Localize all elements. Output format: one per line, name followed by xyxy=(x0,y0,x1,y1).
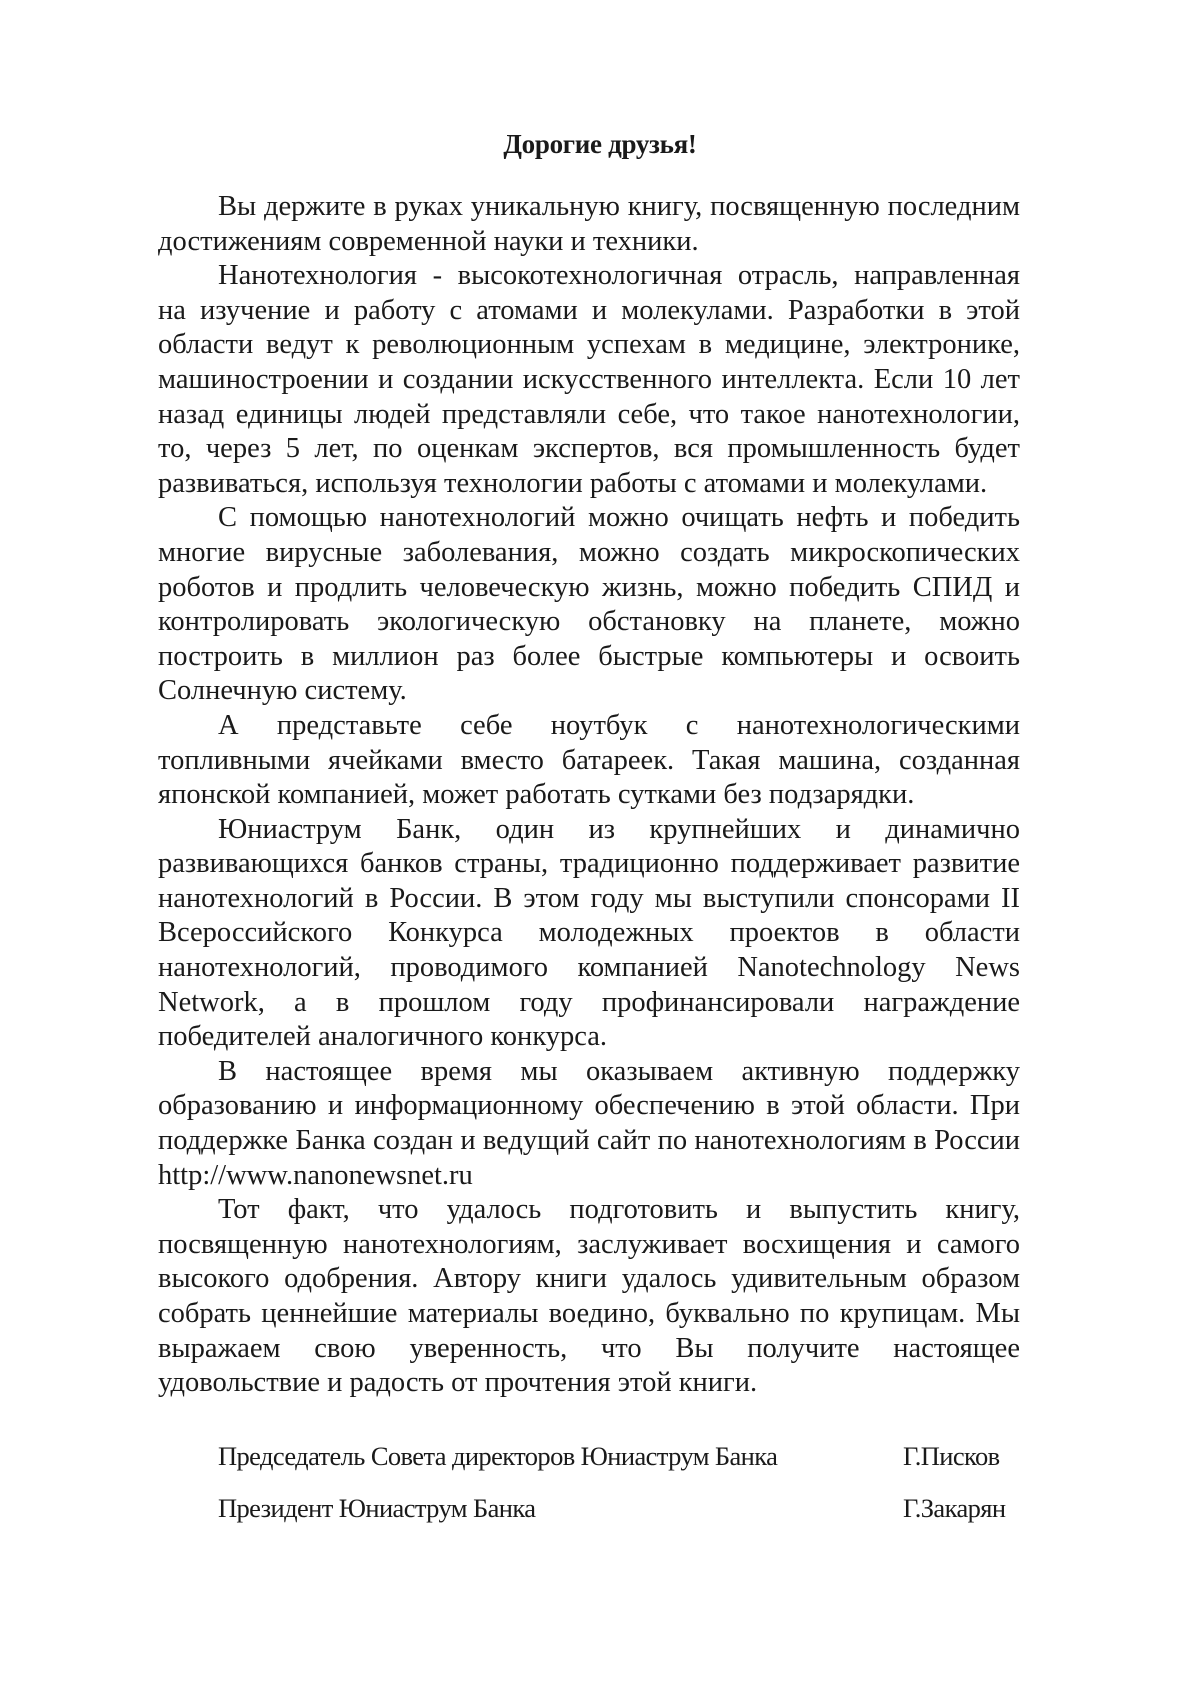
signature-name: Г.Писков xyxy=(903,1441,1000,1471)
letter-greeting: Дорогие друзья! xyxy=(503,129,697,159)
paragraph-possibilities: С помощью нанотехнологий можно очищать нефть и победить многие вирусные заболевания, можно создать микроскопических роботов и продлить человеческую жизнь, можно победить СПИД и контролировать экологическую обстановку на планете, можно построить в миллион раз более быстрые компьютеры и освоить Солнечную систему. xyxy=(158,502,1020,707)
letter-body xyxy=(158,190,1020,1401)
signature-row xyxy=(218,1440,1022,1492)
paragraph-intro: Вы держите в руках уникальную книгу, посвященную последним достижениям современной науки и техники. xyxy=(158,191,1020,257)
paragraph-laptop: А представьте себе ноутбук с нанотехнологическими топливными ячейками вместо батареек. Такая машина, созданная японской компанией, может работать сутками без подзарядки. xyxy=(158,709,1020,811)
paragraph-education: В настоящее время мы оказываем активную поддержку образованию и информационному обеспечению в этой области. При поддержке Банка создан и ведущий сайт по нанотехнологиям в России http://www.nanonewsnet.ru xyxy=(158,1055,1020,1191)
signature-name: Г.Закарян xyxy=(903,1493,1006,1523)
paragraph-conclusion: Тот факт, что удалось подготовить и выпустить книгу, посвященную нанотехнологиям, заслуживает восхищения и самого высокого одобрения. Автору книги удалось удивительным образом собрать ценнейшие материалы воедино, буквально по крупицам. Мы выражаем свою уверенность, что Вы получите настоящее удовольствие и радость от прочтения этой книги. xyxy=(158,1194,1020,1399)
signature-block xyxy=(218,1440,1022,1544)
signature-title: Председатель Совета директоров Юниаструм Банка xyxy=(218,1441,778,1471)
paragraph-bank-support: Юниаструм Банк, один из крупнейших и динамично развивающихся банков страны, традиционно поддерживает развитие нанотехнологий в России. В этом году мы выступили спонсорами II Всероссийского Конкурса молодежных проектов в области нанотехнологий, проводимого компанией Nanotechnology News Network, а в прошлом году профинансировали награждение победителей аналогичного конкурса. xyxy=(158,813,1020,1053)
signature-row xyxy=(218,1492,1022,1544)
paragraph-nanotechnology: Нанотехнология - высокотехнологичная отрасль, направленная на изучение и работу с атомами и молекулами. Разработки в этой области ведут к революционным успехам в медицине, электронике, машиностроении и создании искусственного интеллекта. Если 10 лет назад единицы людей представляли себе, что такое нанотехнологии, то, через 5 лет, по оценкам экспертов, вся промышленность будет развиваться, используя технологии работы с атомами и молекулами. xyxy=(158,260,1020,499)
signature-title: Президент Юниаструм Банка xyxy=(218,1493,536,1523)
